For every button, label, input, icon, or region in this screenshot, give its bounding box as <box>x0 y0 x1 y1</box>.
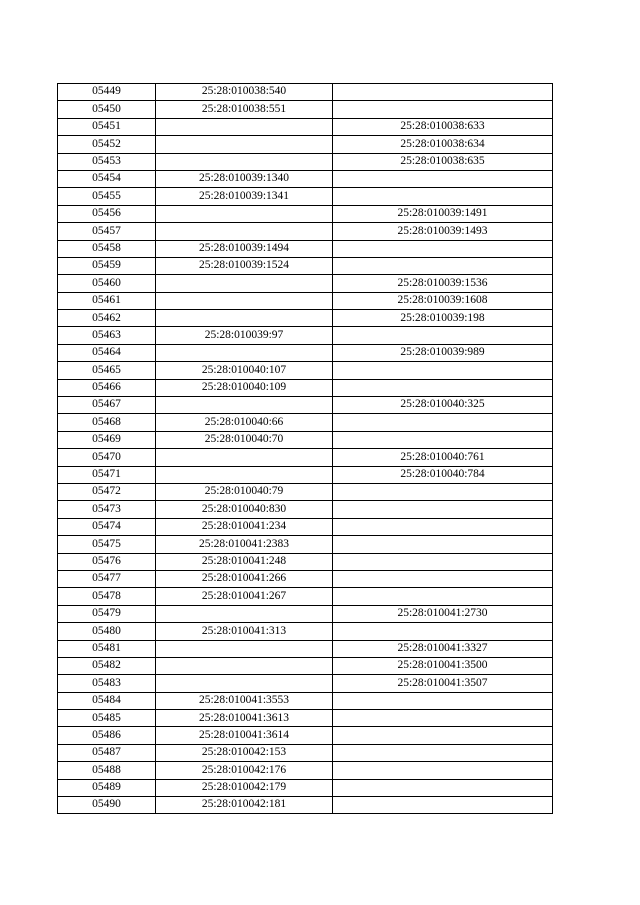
row-number-cell: 05465 <box>58 362 156 379</box>
cadastral-number-cell-left <box>156 449 333 466</box>
cadastral-number-cell-right <box>333 553 553 570</box>
cadastral-number-cell-left: 25:28:010040:107 <box>156 362 333 379</box>
row-number-cell: 05480 <box>58 623 156 640</box>
cadastral-number-cell-left: 25:28:010041:234 <box>156 518 333 535</box>
cadastral-number-cell-left <box>156 292 333 309</box>
cadastral-number-cell-left: 25:28:010039:1341 <box>156 188 333 205</box>
row-number-cell: 05470 <box>58 449 156 466</box>
cadastral-number-cell-right <box>333 623 553 640</box>
table-row <box>58 188 553 205</box>
cadastral-number-cell-right <box>333 797 553 814</box>
cadastral-number-cell-left: 25:28:010039:1494 <box>156 240 333 257</box>
row-number-cell: 05486 <box>58 727 156 744</box>
cadastral-number-cell-right <box>333 362 553 379</box>
cadastral-number-cell-left <box>156 657 333 674</box>
cadastral-number-cell-left: 25:28:010041:3614 <box>156 727 333 744</box>
table-row <box>58 310 553 327</box>
cadastral-number-cell-left: 25:28:010042:179 <box>156 779 333 796</box>
cadastral-number-cell-left <box>156 205 333 222</box>
row-number-cell: 05477 <box>58 570 156 587</box>
cadastral-number-cell-right <box>333 518 553 535</box>
cadastral-number-cell-left: 25:28:010041:3613 <box>156 710 333 727</box>
row-number-cell: 05473 <box>58 501 156 518</box>
row-number-cell: 05452 <box>58 136 156 153</box>
cadastral-number-cell-right <box>333 588 553 605</box>
cadastral-number-cell-right: 25:28:010041:2730 <box>333 605 553 622</box>
cadastral-number-cell-right: 25:28:010040:784 <box>333 466 553 483</box>
cadastral-number-cell-right: 25:28:010038:634 <box>333 136 553 153</box>
row-number-cell: 05472 <box>58 483 156 500</box>
row-number-cell: 05467 <box>58 397 156 414</box>
cadastral-number-cell-right <box>333 501 553 518</box>
table-row <box>58 710 553 727</box>
row-number-cell: 05481 <box>58 640 156 657</box>
cadastral-number-cell-left: 25:28:010040:830 <box>156 501 333 518</box>
row-number-cell: 05456 <box>58 205 156 222</box>
cadastral-number-cell-right: 25:28:010039:1608 <box>333 292 553 309</box>
cadastral-number-cell-left: 25:28:010041:267 <box>156 588 333 605</box>
cadastral-number-cell-right <box>333 692 553 709</box>
row-number-cell: 05463 <box>58 327 156 344</box>
table-row <box>58 205 553 222</box>
cadastral-number-cell-right <box>333 536 553 553</box>
cadastral-number-cell-right: 25:28:010040:325 <box>333 397 553 414</box>
cadastral-number-cell-left: 25:28:010039:1340 <box>156 170 333 187</box>
table-row <box>58 466 553 483</box>
row-number-cell: 05458 <box>58 240 156 257</box>
cadastral-number-cell-right <box>333 570 553 587</box>
table-row <box>58 101 553 118</box>
table-row <box>58 431 553 448</box>
cadastral-number-cell-right: 25:28:010041:3500 <box>333 657 553 674</box>
table-row <box>58 553 553 570</box>
table-row <box>58 483 553 500</box>
row-number-cell: 05459 <box>58 257 156 274</box>
cadastral-number-cell-right <box>333 101 553 118</box>
table-row <box>58 692 553 709</box>
table-row <box>58 744 553 761</box>
cadastral-number-cell-right <box>333 188 553 205</box>
row-number-cell: 05471 <box>58 466 156 483</box>
table-row <box>58 223 553 240</box>
cadastral-number-cell-left: 25:28:010041:313 <box>156 623 333 640</box>
cadastral-number-cell-left <box>156 675 333 692</box>
cadastral-number-cell-right <box>333 710 553 727</box>
table-row <box>58 640 553 657</box>
table-row <box>58 779 553 796</box>
table-row <box>58 657 553 674</box>
table-row <box>58 257 553 274</box>
table-row <box>58 362 553 379</box>
cadastral-number-cell-right: 25:28:010039:1491 <box>333 205 553 222</box>
table-row <box>58 292 553 309</box>
cadastral-number-cell-right <box>333 84 553 101</box>
table-row <box>58 170 553 187</box>
cadastral-number-cell-right: 25:28:010039:1493 <box>333 223 553 240</box>
table-row <box>58 501 553 518</box>
table-row <box>58 588 553 605</box>
row-number-cell: 05476 <box>58 553 156 570</box>
row-number-cell: 05487 <box>58 744 156 761</box>
row-number-cell: 05466 <box>58 379 156 396</box>
table-row <box>58 605 553 622</box>
cadastral-number-cell-left: 25:28:010038:551 <box>156 101 333 118</box>
row-number-cell: 05478 <box>58 588 156 605</box>
cadastral-number-cell-left: 25:28:010042:181 <box>156 797 333 814</box>
cadastral-number-cell-right <box>333 240 553 257</box>
row-number-cell: 05464 <box>58 344 156 361</box>
row-number-cell: 05490 <box>58 797 156 814</box>
cadastral-number-cell-left: 25:28:010040:66 <box>156 414 333 431</box>
table-row <box>58 570 553 587</box>
cadastral-number-cell-right: 25:28:010038:635 <box>333 153 553 170</box>
cadastral-number-cell-left: 25:28:010041:3553 <box>156 692 333 709</box>
row-number-cell: 05474 <box>58 518 156 535</box>
cadastral-number-cell-left: 25:28:010040:79 <box>156 483 333 500</box>
cadastral-number-cell-right <box>333 779 553 796</box>
cadastral-number-cell-left: 25:28:010042:153 <box>156 744 333 761</box>
cadastral-number-cell-left: 25:28:010041:266 <box>156 570 333 587</box>
cadastral-number-cell-right <box>333 257 553 274</box>
row-number-cell: 05449 <box>58 84 156 101</box>
row-number-cell: 05455 <box>58 188 156 205</box>
cadastral-number-cell-left <box>156 344 333 361</box>
table-body <box>58 84 553 814</box>
row-number-cell: 05450 <box>58 101 156 118</box>
cadastral-number-cell-right: 25:28:010040:761 <box>333 449 553 466</box>
cadastral-number-cell-left <box>156 397 333 414</box>
table-row <box>58 449 553 466</box>
table-row <box>58 275 553 292</box>
cadastral-number-cell-left <box>156 275 333 292</box>
row-number-cell: 05482 <box>58 657 156 674</box>
cadastral-number-cell-right: 25:28:010041:3507 <box>333 675 553 692</box>
cadastral-number-cell-left: 25:28:010042:176 <box>156 762 333 779</box>
cadastral-number-cell-left: 25:28:010041:2383 <box>156 536 333 553</box>
cadastral-number-cell-left <box>156 605 333 622</box>
cadastral-number-cell-right <box>333 727 553 744</box>
row-number-cell: 05461 <box>58 292 156 309</box>
cadastral-number-cell-right: 25:28:010039:198 <box>333 310 553 327</box>
cadastral-number-cell-left <box>156 310 333 327</box>
row-number-cell: 05488 <box>58 762 156 779</box>
cadastral-number-cell-left: 25:28:010039:1524 <box>156 257 333 274</box>
table-row <box>58 414 553 431</box>
cadastral-number-cell-left <box>156 136 333 153</box>
cadastral-number-cell-right <box>333 762 553 779</box>
cadastral-number-cell-right <box>333 483 553 500</box>
row-number-cell: 05462 <box>58 310 156 327</box>
table-row <box>58 344 553 361</box>
row-number-cell: 05484 <box>58 692 156 709</box>
cadastral-number-cell-right <box>333 414 553 431</box>
cadastral-number-cell-right: 25:28:010041:3327 <box>333 640 553 657</box>
row-number-cell: 05485 <box>58 710 156 727</box>
cadastral-number-cell-left <box>156 118 333 135</box>
cadastral-number-cell-right <box>333 327 553 344</box>
cadastral-number-cell-right: 25:28:010039:989 <box>333 344 553 361</box>
cadastral-number-cell-right <box>333 744 553 761</box>
table-row <box>58 762 553 779</box>
table-row <box>58 623 553 640</box>
row-number-cell: 05469 <box>58 431 156 448</box>
cadastral-number-cell-left: 25:28:010038:540 <box>156 84 333 101</box>
table-row <box>58 118 553 135</box>
row-number-cell: 05468 <box>58 414 156 431</box>
table-row <box>58 327 553 344</box>
cadastral-number-cell-right <box>333 170 553 187</box>
cadastral-number-cell-left <box>156 466 333 483</box>
cadastral-number-cell-right: 25:28:010039:1536 <box>333 275 553 292</box>
row-number-cell: 05489 <box>58 779 156 796</box>
table-row <box>58 727 553 744</box>
cadastral-number-cell-left: 25:28:010041:248 <box>156 553 333 570</box>
table-row <box>58 84 553 101</box>
table-row <box>58 136 553 153</box>
cadastral-number-cell-right <box>333 431 553 448</box>
cadastral-number-cell-left <box>156 640 333 657</box>
cadastral-number-cell-left <box>156 223 333 240</box>
row-number-cell: 05460 <box>58 275 156 292</box>
row-number-cell: 05483 <box>58 675 156 692</box>
table-row <box>58 397 553 414</box>
row-number-cell: 05475 <box>58 536 156 553</box>
table-row <box>58 153 553 170</box>
row-number-cell: 05454 <box>58 170 156 187</box>
table-row <box>58 675 553 692</box>
row-number-cell: 05451 <box>58 118 156 135</box>
cadastral-number-cell-right <box>333 379 553 396</box>
table-row <box>58 518 553 535</box>
row-number-cell: 05457 <box>58 223 156 240</box>
cadastral-number-cell-left: 25:28:010039:97 <box>156 327 333 344</box>
table-row <box>58 536 553 553</box>
cadastral-number-table <box>57 83 553 814</box>
row-number-cell: 05453 <box>58 153 156 170</box>
cadastral-number-cell-right: 25:28:010038:633 <box>333 118 553 135</box>
table-row <box>58 240 553 257</box>
table-row <box>58 797 553 814</box>
cadastral-number-cell-left <box>156 153 333 170</box>
row-number-cell: 05479 <box>58 605 156 622</box>
table-row <box>58 379 553 396</box>
cadastral-number-cell-left: 25:28:010040:70 <box>156 431 333 448</box>
cadastral-number-cell-left: 25:28:010040:109 <box>156 379 333 396</box>
